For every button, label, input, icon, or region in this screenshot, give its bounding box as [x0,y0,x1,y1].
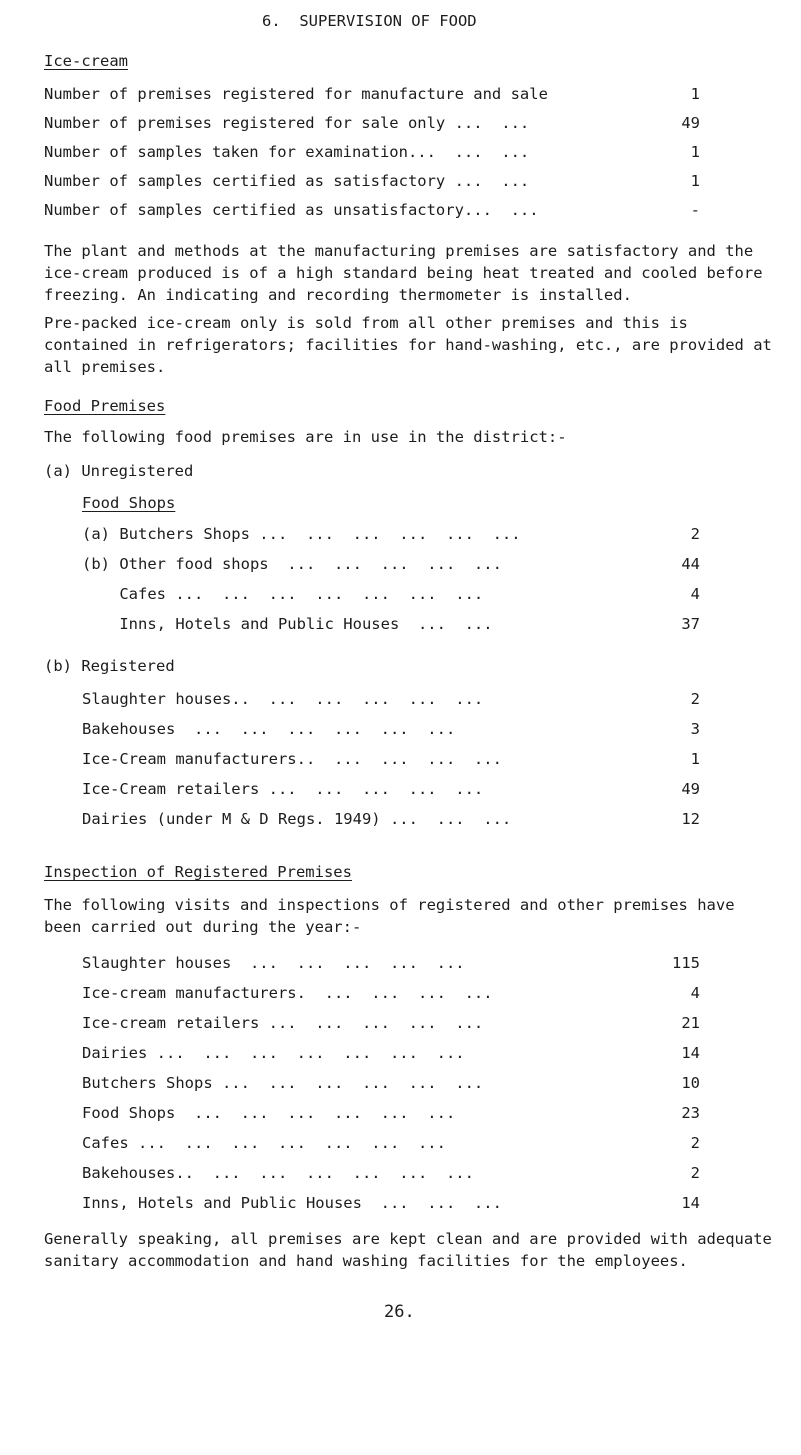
inspection-row-value: 23 [681,1104,700,1122]
unregistered-row-value: 44 [681,555,700,573]
icecream-row-value: - [690,201,700,219]
unregistered-row-label: (a) Butchers Shops ... ... ... ... ... ... [82,525,521,543]
icecream-row-label: Number of samples certified as satisfactory ... ... [44,172,530,190]
icecream-row-label: Number of premises registered for sale only ... ... [44,114,530,132]
unregistered-row-value: 37 [681,615,700,633]
food-shops-subtitle: Food Shops [82,494,176,512]
unregistered-label: (a) Unregistered [44,462,194,480]
inspection-row-label: Ice-cream retailers ... ... ... ... ... [82,1014,484,1032]
inspection-row-value: 10 [681,1074,700,1092]
icecream-row-label: Number of samples taken for examination... ... ... [44,143,530,161]
unregistered-row-label: (b) Other food shops ... ... ... ... ... [82,555,502,573]
unregistered-row-value: 2 [690,525,700,543]
registered-row-label: Dairies (under M & D Regs. 1949) ... ... ... [82,810,512,828]
inspection-row-label: Inns, Hotels and Public Houses ... ... ... [82,1194,502,1212]
icecream-row-value: 1 [690,143,700,161]
registered-row-value: 12 [681,810,700,828]
registered-row-label: Bakehouses ... ... ... ... ... ... [82,720,456,738]
food-premises-intro: The following food premises are in use in the district:- [44,428,567,446]
icecream-title: Ice-cream [44,52,128,70]
inspection-row-label: Bakehouses.. ... ... ... ... ... ... [82,1164,474,1182]
inspection-row-label: Ice-cream manufacturers. ... ... ... ... [82,984,493,1002]
inspection-row-value: 2 [690,1164,700,1182]
inspection-row-value: 115 [672,954,700,972]
unregistered-row-value: 4 [690,585,700,603]
icecream-paragraph-prepacked: Pre-packed ice-cream only is sold from all other premises and this is contained in refrigerators; facilities for hand-washing, etc., are provided at all premises. [44,314,772,376]
page-number: 26. [384,1302,415,1322]
icecream-row-value: 1 [690,85,700,103]
inspection-row-value: 4 [690,984,700,1002]
icecream-row-label: Number of samples certified as unsatisfactory... ... [44,201,539,219]
inspection-row-label: Slaughter houses ... ... ... ... ... [82,954,465,972]
closing-paragraph: Generally speaking, all premises are kept clean and are provided with adequate sanitary accommodation and hand washing facilities for the employees. [44,1230,772,1270]
inspection-intro: The following visits and inspections of registered and other premises have been carried out during the year:- [44,896,735,936]
unregistered-row-label: Cafes ... ... ... ... ... ... ... [82,585,484,603]
inspection-row-label: Food Shops ... ... ... ... ... ... [82,1104,456,1122]
registered-row-value: 1 [690,750,700,768]
icecream-row-label: Number of premises registered for manufacture and sale [44,85,548,103]
inspection-row-label: Dairies ... ... ... ... ... ... ... [82,1044,465,1062]
icecream-row-value: 1 [690,172,700,190]
inspection-row-value: 2 [690,1134,700,1152]
registered-row-label: Slaughter houses.. ... ... ... ... ... [82,690,484,708]
registered-row-label: Ice-Cream retailers ... ... ... ... ... [82,780,484,798]
inspection-row-label: Butchers Shops ... ... ... ... ... ... [82,1074,484,1092]
registered-label: (b) Registered [44,657,175,675]
registered-row-value: 49 [681,780,700,798]
inspection-row-label: Cafes ... ... ... ... ... ... ... [82,1134,446,1152]
food-premises-title: Food Premises [44,397,166,415]
unregistered-row-label: Inns, Hotels and Public Houses ... ... [82,615,493,633]
registered-row-value: 2 [690,690,700,708]
inspection-row-value: 14 [681,1194,700,1212]
icecream-paragraph-plant: The plant and methods at the manufacturing premises are satisfactory and the ice-cream produced is of a high standard being heat treated and cooled before freezing. An indicating and recording thermometer is installed. [44,242,763,304]
page-heading: 6. SUPERVISION OF FOOD [262,12,477,30]
inspection-row-value: 14 [681,1044,700,1062]
registered-row-value: 3 [690,720,700,738]
inspection-row-value: 21 [681,1014,700,1032]
icecream-row-value: 49 [681,114,700,132]
registered-row-label: Ice-Cream manufacturers.. ... ... ... ... [82,750,502,768]
inspection-title: Inspection of Registered Premises [44,863,352,881]
